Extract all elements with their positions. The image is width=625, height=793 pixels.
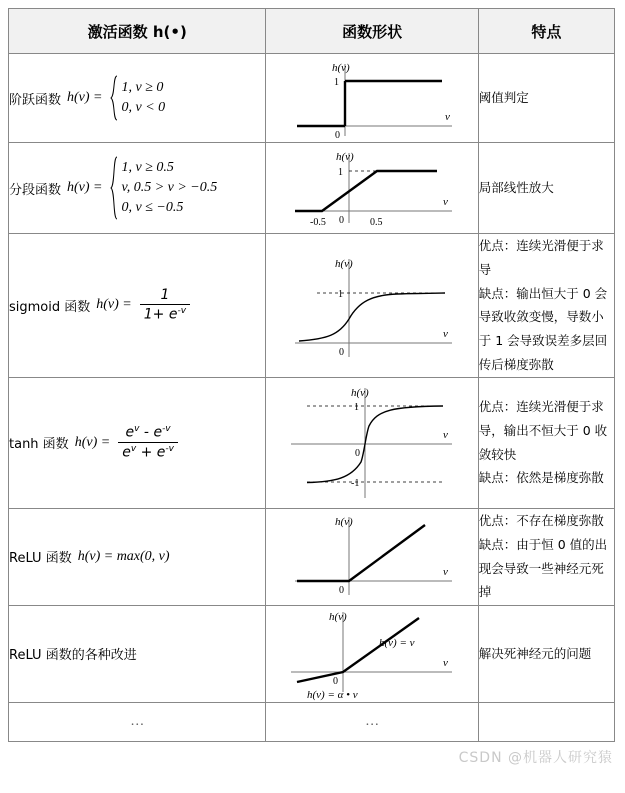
svg-text:0: 0 xyxy=(339,584,345,596)
svg-text:0: 0 xyxy=(333,675,339,687)
svg-text:1: 1 xyxy=(338,289,344,301)
formula-lead: h(v) = xyxy=(96,297,132,313)
fraction-numerator: $e^v - e^{-v}$ xyxy=(125,424,171,441)
formula-lead: h(v) = xyxy=(67,180,103,195)
svg-text:v: v xyxy=(443,328,448,341)
table-row xyxy=(9,508,615,605)
shape-cell-relu-variants xyxy=(266,605,478,702)
chart-tanh xyxy=(277,378,467,508)
table-row xyxy=(9,234,615,378)
watermark: CSDN @机器人研究猿 xyxy=(458,750,613,766)
piecewise-line: 0, v < 0 xyxy=(121,100,166,115)
formula-lead: h(v) = xyxy=(67,90,103,105)
shape-cell-relu xyxy=(266,508,478,605)
shape-cell-tanh xyxy=(266,377,478,508)
function-name: sigmoid 函数 xyxy=(9,299,91,315)
brace-icon xyxy=(109,156,119,220)
brace-icon xyxy=(109,75,119,121)
note-cell-relu xyxy=(478,508,614,605)
svg-text:v: v xyxy=(443,565,448,578)
formula-lead: h(v) = max(0, v) xyxy=(77,548,170,564)
function-name: ReLU 函数 xyxy=(9,551,72,566)
function-cell-tanh xyxy=(9,377,266,508)
piecewise-formula xyxy=(109,156,218,220)
fraction-numerator: 1 xyxy=(160,287,170,304)
function-name: 分段函数 xyxy=(9,182,62,198)
chart-relu-variants xyxy=(277,606,467,702)
svg-text:v: v xyxy=(443,196,448,208)
note-line: 优点：连续光滑便于求导 xyxy=(478,238,604,277)
piecewise-formula xyxy=(109,75,166,121)
note-line: 优点：不存在梯度弥散 xyxy=(478,513,604,528)
svg-text:h(v): h(v) xyxy=(335,515,353,528)
svg-text:h(v): h(v) xyxy=(336,151,354,163)
chart-relu xyxy=(277,509,467,605)
chart-sigmoid xyxy=(277,235,467,375)
ellipsis-cell xyxy=(478,702,614,741)
table-row xyxy=(9,377,615,508)
note-cell-piecewise xyxy=(478,143,614,234)
svg-text:h(v): h(v) xyxy=(329,610,347,623)
function-cell-relu-variants xyxy=(9,605,266,702)
piecewise-line: 1, v ≥ 0.5 xyxy=(121,159,174,175)
svg-text:h(v): h(v) xyxy=(335,258,353,271)
piecewise-line: 0, v ≤ −0.5 xyxy=(121,200,184,216)
table-header-row xyxy=(9,9,615,54)
annotation-positive: h(v) = v xyxy=(379,636,415,649)
svg-text:0: 0 xyxy=(339,215,345,226)
note-line: 局部线性放大 xyxy=(478,180,554,196)
svg-text:0: 0 xyxy=(355,447,361,459)
svg-text:0.5: 0.5 xyxy=(370,217,383,228)
table-row-ellipsis xyxy=(9,702,615,741)
table-row xyxy=(9,605,615,702)
ellipsis-cell: … xyxy=(266,702,478,741)
svg-text:1: 1 xyxy=(354,401,360,413)
shape-cell-sigmoid xyxy=(266,234,478,378)
shape-cell-piecewise xyxy=(266,143,478,234)
note-line: 阈值判定 xyxy=(478,90,529,106)
fraction-denominator: $e^v + e^{-v}$ xyxy=(118,442,178,461)
svg-text:h(v): h(v) xyxy=(351,386,369,399)
function-name: ReLU 函数的各种改进 xyxy=(9,648,137,663)
note-line: 优点：连续光滑便于求导，输出不恒大于 0 收敛较快 xyxy=(478,399,608,462)
note-line: 缺点：输出恒大于 0 会导致收敛变慢，导数小于 1 会导致误差多层回传后梯度弥散 xyxy=(478,285,608,372)
function-cell-step xyxy=(9,54,266,143)
header-characteristics: 特点 xyxy=(478,9,614,54)
shape-cell-step xyxy=(266,54,478,143)
note-line: 缺点：由于恒 0 值的出现会导致一些神经元死掉 xyxy=(478,536,608,600)
svg-text:v: v xyxy=(443,656,448,669)
chart-step xyxy=(277,54,467,142)
chart-piecewise xyxy=(277,143,467,233)
note-line: 缺点：依然是梯度弥散 xyxy=(478,470,604,486)
piecewise-line: 1, v ≥ 0 xyxy=(121,79,164,95)
note-cell-relu-variants xyxy=(478,605,614,702)
formula-lead: h(v) = xyxy=(74,434,111,450)
formula-fraction xyxy=(140,287,190,323)
function-cell-sigmoid xyxy=(9,234,266,378)
table-row xyxy=(9,54,615,143)
svg-text:0: 0 xyxy=(335,130,341,141)
note-line: 解决死神经元的问题 xyxy=(478,645,592,661)
activation-function-table xyxy=(8,8,615,742)
svg-text:1: 1 xyxy=(338,167,344,178)
svg-text:-1: -1 xyxy=(351,477,360,489)
svg-text:v: v xyxy=(445,111,450,123)
piecewise-line: v, 0.5 > v > −0.5 xyxy=(121,179,218,195)
svg-text:v: v xyxy=(443,428,448,441)
function-name: 阶跃函数 xyxy=(9,92,62,108)
note-cell-step xyxy=(478,54,614,143)
function-cell-relu xyxy=(9,508,266,605)
formula-fraction xyxy=(118,424,178,460)
svg-text:h(v): h(v) xyxy=(332,62,350,74)
svg-text:1: 1 xyxy=(334,77,340,88)
header-activation-function: 激活函数 h(•) xyxy=(9,9,266,54)
header-function-shape: 函数形状 xyxy=(266,9,478,54)
function-cell-piecewise xyxy=(9,143,266,234)
fraction-denominator: $1+ e^{-v}$ xyxy=(140,304,190,323)
annotation-negative: h(v) = α • v xyxy=(307,688,358,701)
note-cell-sigmoid xyxy=(478,234,614,378)
svg-text:-0.5: -0.5 xyxy=(310,217,326,228)
ellipsis-cell: … xyxy=(9,702,266,741)
function-name: tanh 函数 xyxy=(9,437,69,452)
table-row xyxy=(9,143,615,234)
note-cell-tanh xyxy=(478,377,614,508)
svg-text:0: 0 xyxy=(339,347,345,359)
